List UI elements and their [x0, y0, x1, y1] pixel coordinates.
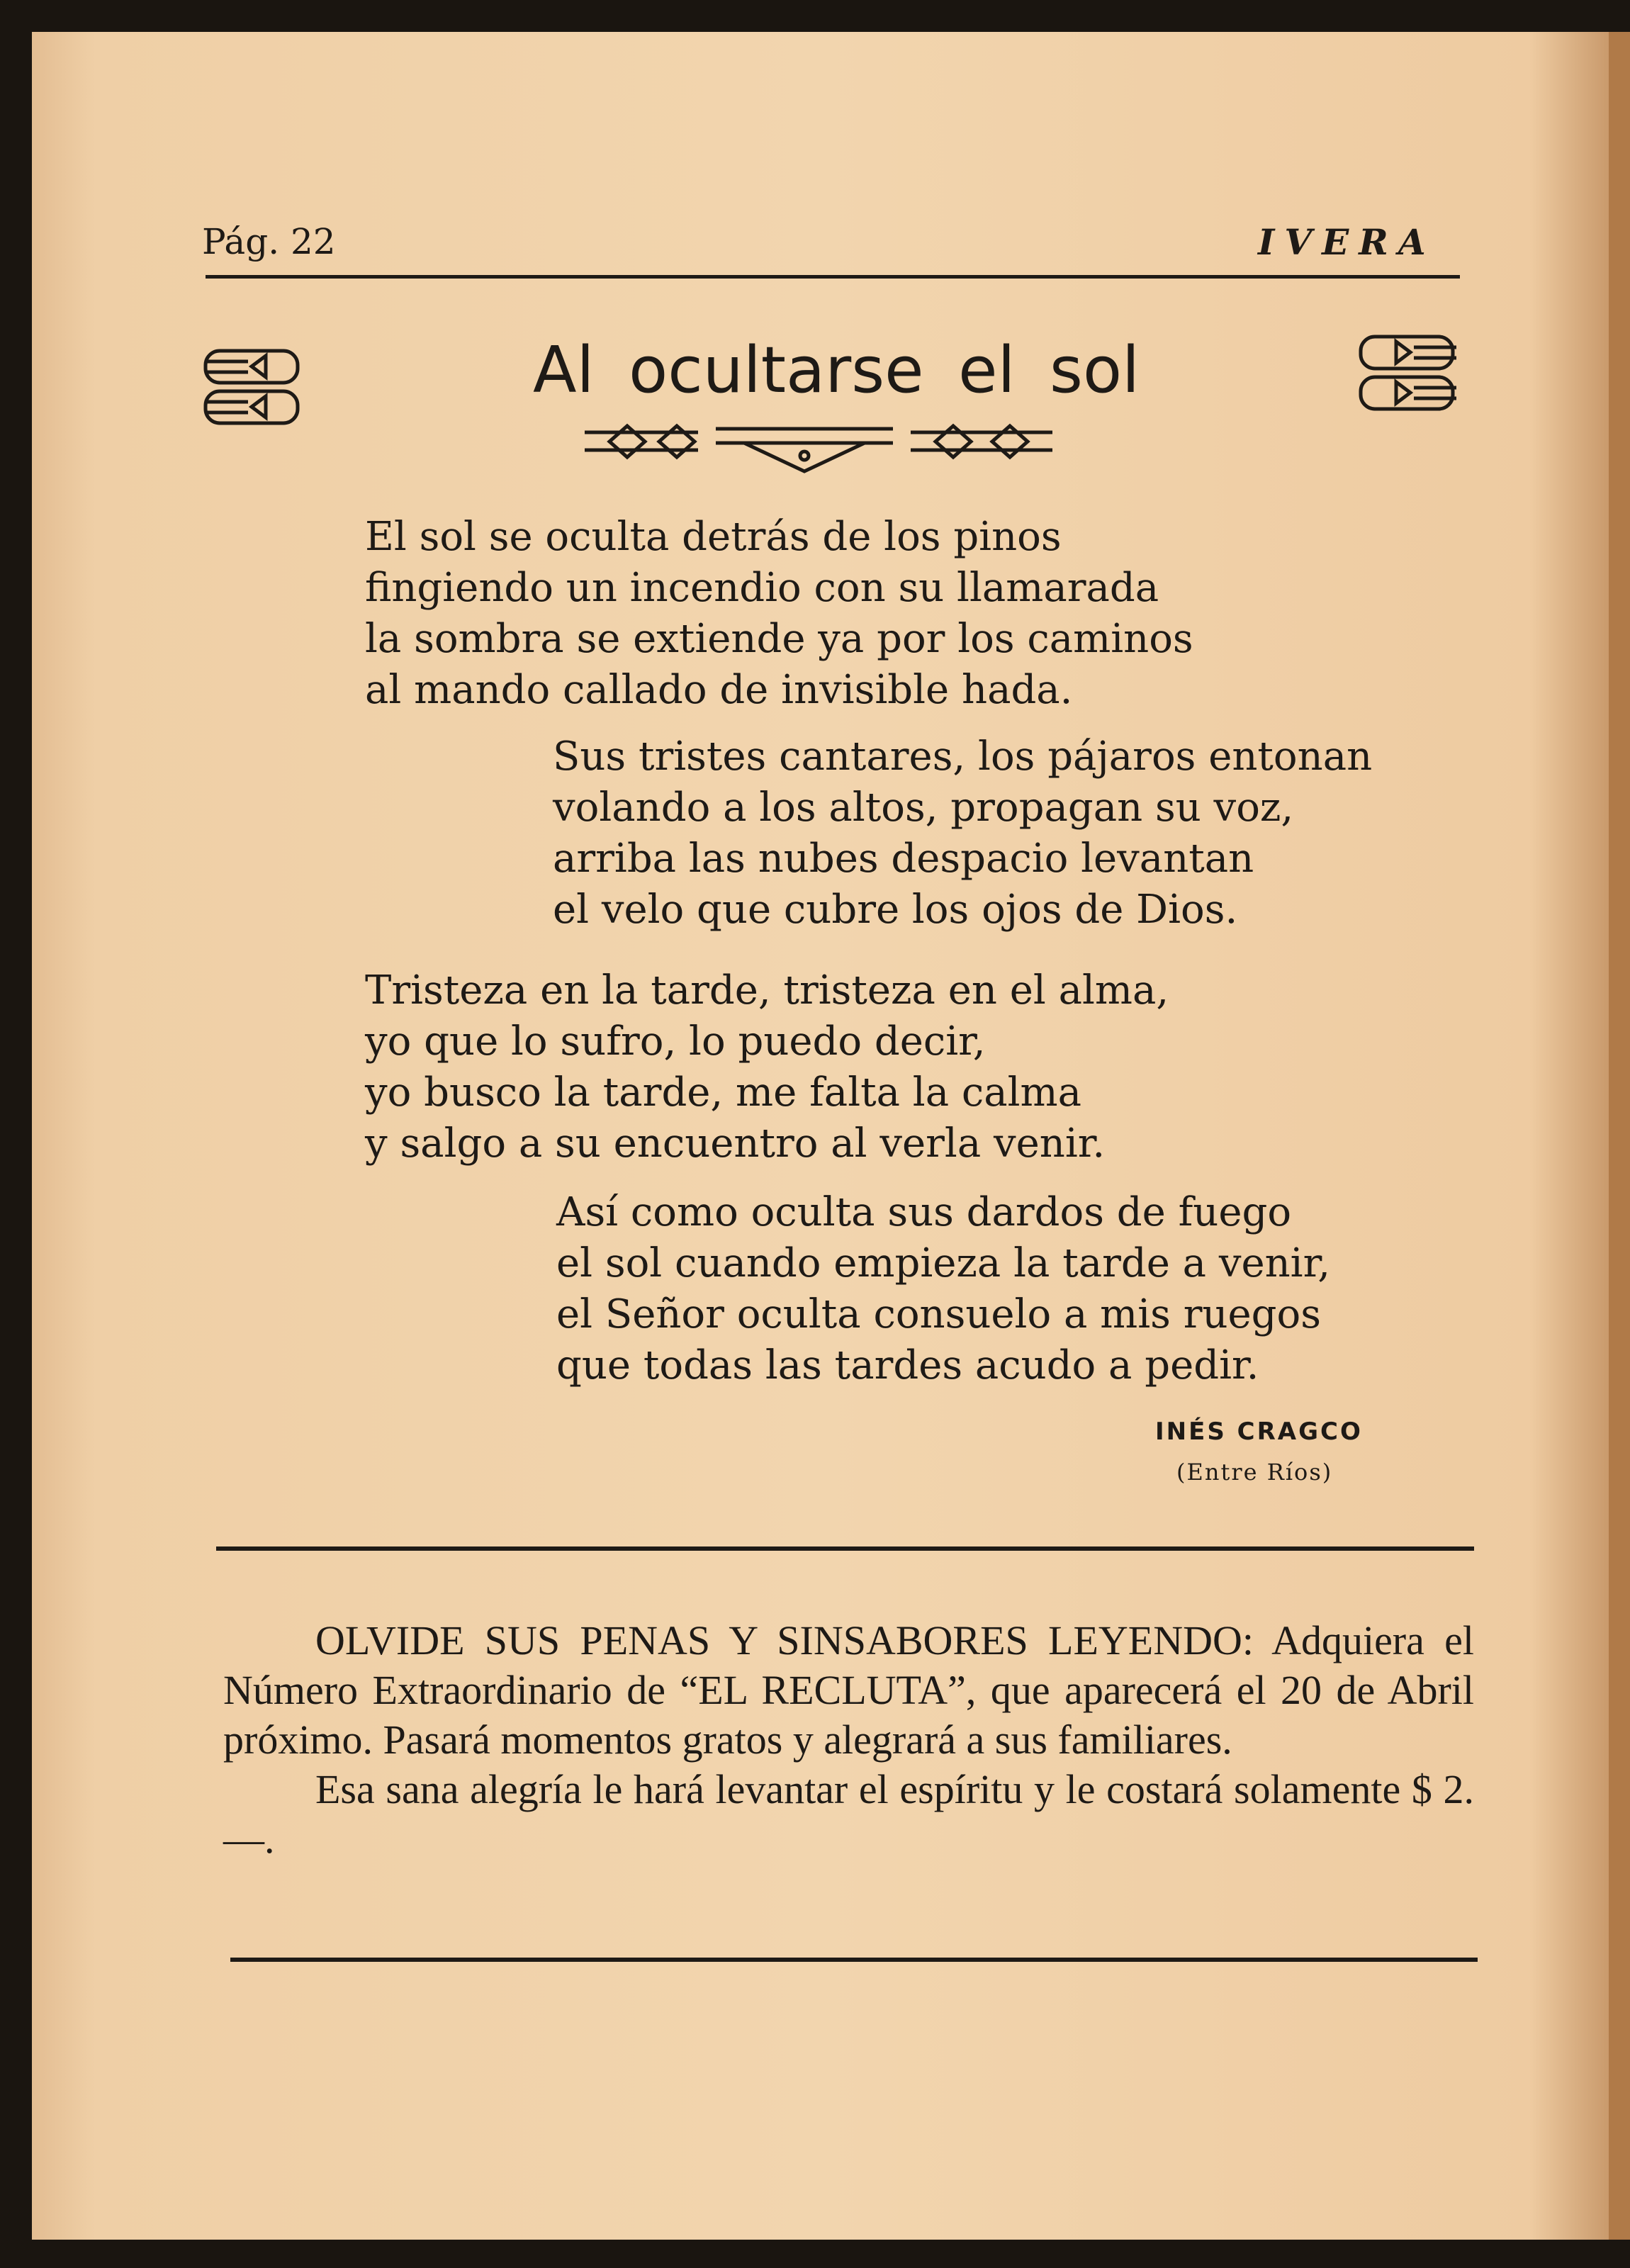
header-rule: [206, 275, 1460, 279]
advertisement: [223, 1616, 1474, 1864]
verse-line: Sus tristes cantares, los pájaros entonan: [553, 734, 1373, 780]
verse-line: el Señor oculta consuelo a mis ruegos: [556, 1291, 1321, 1337]
verse-line: el sol cuando empieza la tarde a venir,: [556, 1240, 1330, 1286]
verse-line: arriba las nubes despacio levantan: [553, 836, 1254, 882]
magazine-name: IVERA: [1258, 221, 1436, 263]
verse-line: Tristeza en la tarde, tristeza en el alma,: [365, 967, 1169, 1014]
verse-line: la sombra se extiende ya por los caminos: [365, 616, 1193, 662]
ad-paragraph: Esa sana alegría le hará levantar el espíritu y le costará solamente $ 2.—.: [223, 1766, 1474, 1862]
poem-author: INÉS CRAGCO: [1155, 1418, 1363, 1446]
bottom-rule: [230, 1958, 1478, 1962]
verse-line: yo busco la tarde, me falta la calma: [365, 1070, 1082, 1116]
section-rule: [216, 1546, 1474, 1551]
verse-line: volando a los altos, propagan su voz,: [553, 785, 1294, 831]
verse-line: que todas las tardes acudo a pedir.: [556, 1342, 1259, 1388]
verse-line: Así como oculta sus dardos de fuego: [556, 1189, 1292, 1235]
verse-line: el velo que cubre los ojos de Dios.: [553, 887, 1238, 933]
verse-line: yo que lo sufro, lo puedo decir,: [365, 1018, 986, 1065]
ad-paragraph: OLVIDE SUS PENAS Y SINSABORES LEYENDO: Adquiera el Número Extraordinario de “EL RECLUTA”, que aparecerá el 20 de Abril próximo. Pasará momentos gratos y alegrará a sus familiares.: [223, 1617, 1474, 1763]
stanza-1: [365, 512, 1193, 716]
stanza-3: [365, 965, 1169, 1169]
author-place: (Entre Ríos): [1176, 1459, 1333, 1486]
page-number: Pág. 22: [202, 221, 336, 262]
verse-line: y salgo a su encuentro al verla venir.: [365, 1121, 1106, 1167]
verse-line: fingiendo un incendio con su llamarada: [365, 565, 1159, 611]
poem-title: Al ocultarse el sol: [532, 333, 1140, 408]
stanza-4: [556, 1187, 1330, 1391]
verse-line: al mando callado de invisible hada.: [365, 667, 1073, 713]
verse-line: El sol se oculta detrás de los pinos: [365, 514, 1062, 560]
stanza-2: [553, 731, 1372, 936]
title-ornament-icon: [581, 422, 1091, 475]
